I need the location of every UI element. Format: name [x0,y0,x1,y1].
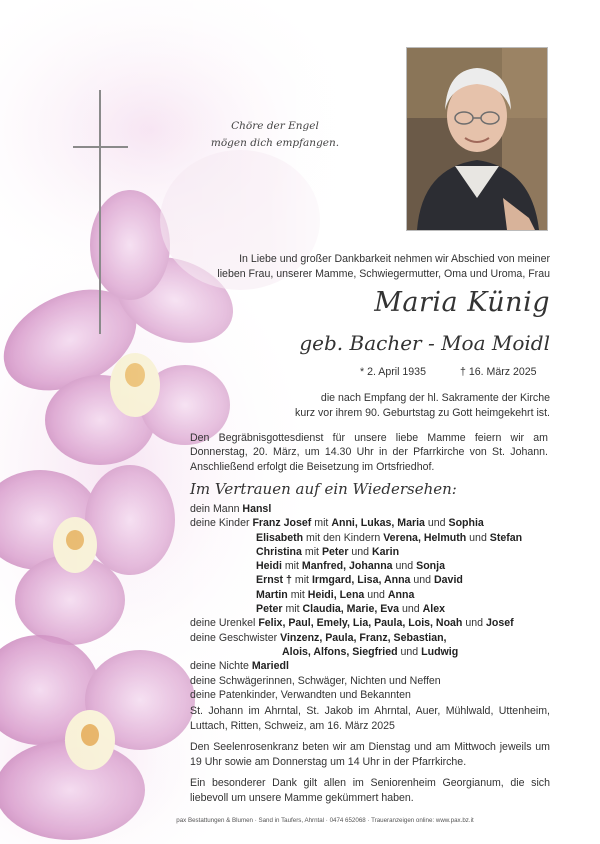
mourner-name: David [434,574,463,587]
mourner-line [190,602,560,616]
mourner-name: Hansl [242,503,272,515]
mourner-line [190,545,560,559]
mourner-line [190,659,560,673]
mourner-line [190,616,560,630]
motto [205,118,345,152]
mourner-connector: und [424,517,449,530]
trust-heading: Im Vertrauen auf ein Wiedersehen: [190,480,457,498]
mourner-name: Karin [372,545,400,558]
cross-vertical [99,90,101,334]
footer-imprint: pax Bestattungen & Blumen · Sand in Taufers, Ahrntal · 0474 652068 · Traueranzeigen online: www.pax.bz.it [176,817,474,824]
mourner-connector: und [392,560,417,573]
mourner-name: Christina [256,545,302,558]
rosary-info: Den Seelenrosenkranz beten wir am Dienstag und am Mittwoch jeweils um 19 Uhr sowie am Donnerstag um 14 Uhr in der Pfarrkirche. [190,741,550,768]
mourner-name: Josef [485,617,514,630]
motto-line: mögen dich empfangen. [210,137,340,149]
places-date: St. Johann im Ahrntal, St. Jakob im Ahrntal, Auer, Mühlwald, Uttenheim, Luttach, Ritten, Schweiz, am 16. März 2025 [190,705,550,732]
mourner-connector: und [364,588,388,601]
mourner-name: Ludwig [421,645,459,658]
mourner-line [190,502,560,516]
mourner-name: Peter [321,545,349,558]
mourner-connector: mit [282,603,303,616]
mourner-name: Alois, Alfons, Siegfried [282,645,398,658]
motto-line: Chöre der Engel [231,120,319,132]
mourner-relation: deine Urenkel [190,617,259,630]
mourner-name: Felix, Paul, Emely, Lia, Paula, Lois, Noah [258,617,463,630]
intro-line: lieben Frau, unserer Mamme, Schwiegermutter, Oma und Uroma, Frau [217,268,550,280]
mourner-relation: dein Mann [190,503,243,515]
mourner-name: Irmgard, Lisa, Anna [311,574,411,587]
mourner-name: Manfred, Johanna [301,560,393,573]
portrait-photo [406,47,548,231]
mourner-connector: und [399,603,423,616]
life-dates [260,366,550,380]
mourner-connector: mit [291,574,312,587]
mourner-line [190,531,560,545]
intro-text [200,252,550,282]
maiden-name: geb. Bacher - Moa Moidl [299,331,550,355]
mourner-line [190,559,560,573]
mourner-name: Verena, Helmuth [383,531,467,544]
cross-horizontal [73,146,128,148]
mourner-name: Peter [256,603,283,616]
mourner-connector: mit den Kindern [303,531,384,544]
mourner-name: Heidi [256,560,282,573]
mourner-line [190,588,560,602]
mourner-name: Claudia, Marie, Eva [302,603,400,616]
mourner-line: deine Schwägerinnen, Schwäger, Nichten und Neffen [190,674,441,687]
portrait-image [407,48,547,230]
mourner-name: Mariedl [251,660,289,673]
mourner-name: Franz Josef [252,517,312,530]
thanks-text: Ein besonderer Dank gilt allen im Seniorenheim Georgianum, die sich liebevoll um unsere Mamme gekümmert haben. [190,777,550,804]
mourner-name: Ernst † [256,574,292,587]
mourner-name: Heidi, Lena [307,588,365,601]
mourner-name: Anni, Lukas, Maria [331,517,425,530]
deceased-name: Maria Künig [374,287,550,318]
mourner-connector: und [397,645,422,658]
mourner-name: Stefan [489,531,523,544]
mourner-connector: mit [281,560,302,573]
mourner-connector: und [410,574,435,587]
mourner-connector: und [348,545,372,558]
mourner-name: Sophia [448,517,484,530]
passing-line: kurz vor ihrem 90. Geburtstag zu Gott heimgekehrt ist. [295,406,550,419]
mourner-name: Anna [387,588,415,601]
mourner-connector: und [462,617,486,630]
mourner-name: Alex [422,603,446,616]
mourner-relation: deine Kinder [190,517,253,530]
intro-line: In Liebe und großer Dankbarkeit nehmen wir Abschied von meiner [239,253,550,265]
mourner-line [190,573,560,587]
mourner-name: Vinzenz, Paula, Franz, Sebastian, [280,631,447,644]
mourner-connector: mit [287,588,308,601]
funeral-info: Den Begräbnisgottesdienst für unsere liebe Mamme feiern wir am Donnerstag, 20. März, um 14.30 Uhr in der Pfarrkirche von St. Johann. Anschließend erfolgt die Beisetzung im Ortsfriedhof. [190,432,548,473]
death-date: † 16. März 2025 [460,366,537,378]
mourner-name: Elisabeth [256,531,304,544]
mourner-connector: mit [301,545,322,558]
passing-text [200,391,550,420]
mourners-list [190,502,560,702]
mourner-connector: und [466,531,490,544]
birth-date: * 2. April 1935 [360,366,426,378]
mourner-name: Martin [256,588,288,601]
mourner-line [190,516,560,530]
passing-line: die nach Empfang der hl. Sakramente der Kirche [320,392,550,404]
mourner-relation: deine Geschwister [190,631,281,644]
mourner-relation: deine Nichte [190,660,252,673]
mourner-connector: mit [311,517,332,530]
mourner-line [190,631,560,645]
mourner-line: deine Patenkinder, Verwandten und Bekannten [190,688,411,701]
mourner-line [190,645,560,659]
mourner-name: Sonja [416,560,445,573]
